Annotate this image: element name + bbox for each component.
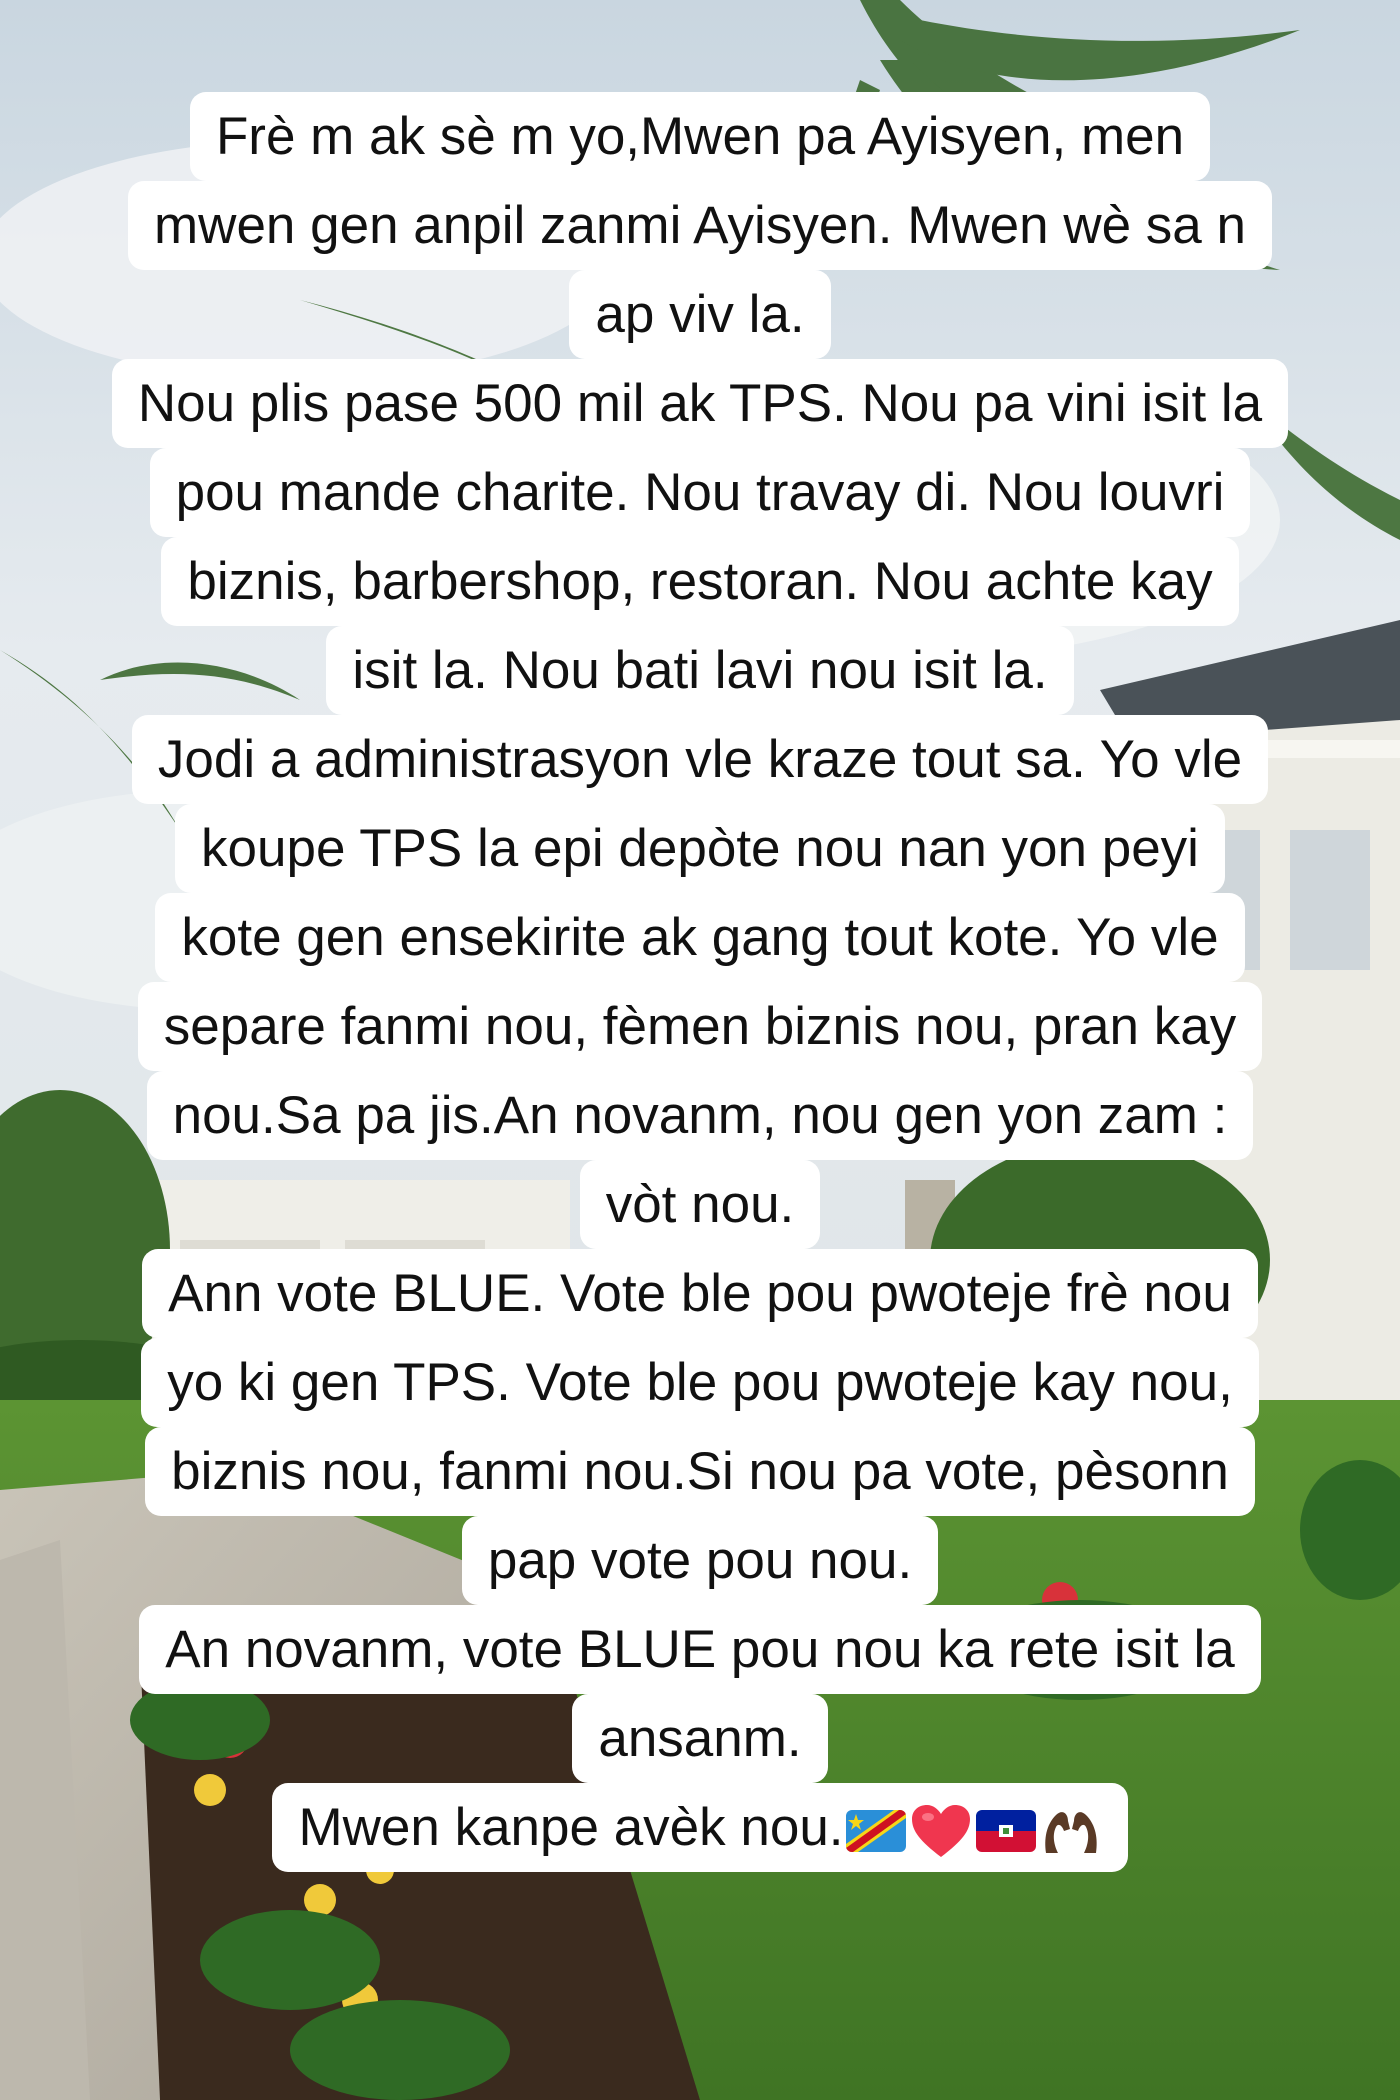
caption-overlay — [0, 92, 1400, 1872]
haiti-flag-icon — [976, 1810, 1036, 1852]
red-heart-icon — [910, 1803, 972, 1859]
caption-line: biznis nou, fanmi nou.Si nou pa vote, pèsonn — [145, 1427, 1255, 1516]
caption-line: ap viv la. — [569, 270, 830, 359]
caption-line: Frè m ak sè m yo,Mwen pa Ayisyen, men — [190, 92, 1210, 181]
caption-line: Ann vote BLUE. Vote ble pou pwoteje frè nou — [142, 1249, 1258, 1338]
caption-line: Nou plis pase 500 mil ak TPS. Nou pa vini isit la — [112, 359, 1288, 448]
caption-line: pap vote pou nou. — [462, 1516, 938, 1605]
caption-line: vòt nou. — [580, 1160, 821, 1249]
caption-line: pou mande charite. Nou travay di. Nou louvri — [150, 448, 1251, 537]
caption-line: ansanm. — [572, 1694, 827, 1783]
caption-line: separe fanmi nou, fèmen biznis nou, pran kay — [138, 982, 1262, 1071]
caption-last-line-text: Mwen kanpe avèk nou. — [298, 1798, 844, 1857]
caption-line: biznis, barbershop, restoran. Nou achte kay — [161, 537, 1238, 626]
emoji-row — [846, 1803, 1102, 1859]
heart-hands-icon — [1040, 1803, 1102, 1859]
dr-congo-flag-icon — [846, 1810, 906, 1852]
caption-line: An novanm, vote BLUE pou nou ka rete isit la — [139, 1605, 1260, 1694]
caption-line: koupe TPS la epi depòte nou nan yon peyi — [175, 804, 1225, 893]
caption-line: nou.Sa pa jis.An novanm, nou gen yon zam : — [147, 1071, 1254, 1160]
caption-line: Jodi a administrasyon vle kraze tout sa. Yo vle — [132, 715, 1268, 804]
caption-line: yo ki gen TPS. Vote ble pou pwoteje kay nou, — [141, 1338, 1259, 1427]
caption-line: kote gen ensekirite ak gang tout kote. Yo vle — [155, 893, 1244, 982]
caption-last-line — [272, 1783, 1127, 1872]
caption-line: isit la. Nou bati lavi nou isit la. — [326, 626, 1073, 715]
caption-line: mwen gen anpil zanmi Ayisyen. Mwen wè sa n — [128, 181, 1272, 270]
